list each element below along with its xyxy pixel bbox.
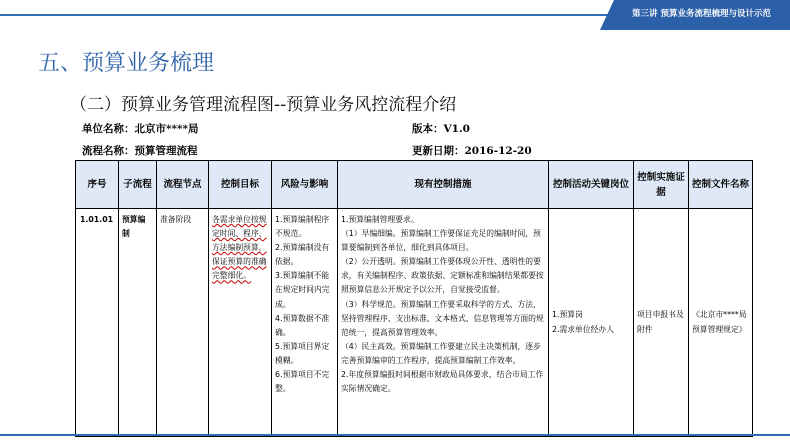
- table-header-row: [76, 161, 753, 209]
- unit-name-value: 北京市****局: [134, 123, 199, 135]
- risk-item: 3.预算编制不能在规定时间内完成。: [275, 271, 330, 309]
- sub-title: （二）预算业务管理流程图--预算业务风控流程介绍: [70, 95, 457, 115]
- update-date-label: 更新日期：: [412, 145, 465, 157]
- update-date-line: [412, 143, 532, 158]
- header-positions: 控制活动关键岗位: [549, 161, 634, 209]
- measure-item: （3）科学规范。预算编制工作要采取科学的方式、方法，坚持管理程序、支出标准、文本格式、信息管理等方面的规范统一，提高预算管理效率。: [341, 299, 544, 337]
- risk-item: 2.预算编制没有依据。: [275, 243, 330, 267]
- risk-item: 1.预算编制程序不规范。: [275, 215, 330, 239]
- measure-item: （2）公开透明。预算编制工作要体现公开性、透明性的要求，有关编制程序、政策依据、定额标准和编制结果都要按照预算信息公开规定予以公开，自觉接受监督。: [341, 257, 544, 295]
- header-seq: 序号: [76, 161, 119, 209]
- version-value: V1.0: [443, 123, 470, 135]
- update-date-value: 2016-12-20: [464, 145, 532, 157]
- header-documents: 控制文件名称: [689, 161, 753, 209]
- banner-text: 第三讲 预算业务流程梳理与设计示范: [632, 9, 771, 19]
- cell-evidence: 项目申报书及附件: [634, 209, 689, 437]
- measure-item: （4）民主高效。预算编制工作要建立民主决策机制，逐步完善预算编审的工作程序，提高预算编制工作效率。: [341, 341, 541, 365]
- unit-name-label: 单位名称：: [82, 123, 135, 135]
- header-target: 控制目标: [209, 161, 272, 209]
- cell-measures: [338, 209, 549, 437]
- measure-item: （1）早编细编。预算编制工作要保证充足的编制时间，预算要编制到各单位，细化到具体项目。: [341, 229, 541, 253]
- table-row: [76, 209, 753, 437]
- cell-target: [209, 209, 272, 437]
- cell-positions: [549, 209, 634, 437]
- version-line: [412, 121, 470, 136]
- risk-item: 4.预算数据不准确。: [275, 313, 330, 337]
- version-label: 版本：: [412, 123, 444, 135]
- measure-item: 2.年度预算编报时间根据市财政局具体要求，结合市局工作实际情况确定。: [341, 370, 544, 394]
- measure-item: 1.预算编制管理要求。: [341, 215, 419, 224]
- risk-item: 6.预算项目不完整。: [275, 370, 330, 394]
- flow-name-label: 流程名称：: [82, 145, 135, 157]
- header-measures: 现有控制措施: [338, 161, 549, 209]
- position-item: 2.需求单位经办人: [552, 324, 615, 334]
- flow-name-value: 预算管理流程: [134, 145, 198, 157]
- header-subprocess: 子流程: [119, 161, 157, 209]
- cell-code: 1.01.01: [76, 209, 119, 437]
- cell-node: 准备阶段: [157, 209, 209, 437]
- cell-risks: [272, 209, 338, 437]
- position-item: 1.预算岗: [552, 310, 583, 320]
- header-evidence: 控制实施证据: [634, 161, 689, 209]
- flow-name-line: [82, 143, 198, 158]
- section-title: 五、预算业务梳理: [38, 51, 215, 76]
- header-risk: 风险与影响: [272, 161, 338, 209]
- cell-documents: 《北京市****局预算管理规定》: [689, 209, 753, 437]
- header-node: 流程节点: [157, 161, 209, 209]
- cell-subprocess: 预算编制: [119, 209, 157, 437]
- target-text: 各需求单位按规定时间、程序、方法编制预算，保证预算的准确完整细化。: [212, 215, 267, 281]
- banner-line: [0, 14, 620, 16]
- footer-line: [0, 434, 790, 436]
- risk-control-table: [75, 160, 753, 437]
- top-banner: [0, 0, 790, 30]
- unit-name-line: [82, 121, 198, 136]
- risk-item: 5.预算项目界定模糊。: [275, 341, 330, 365]
